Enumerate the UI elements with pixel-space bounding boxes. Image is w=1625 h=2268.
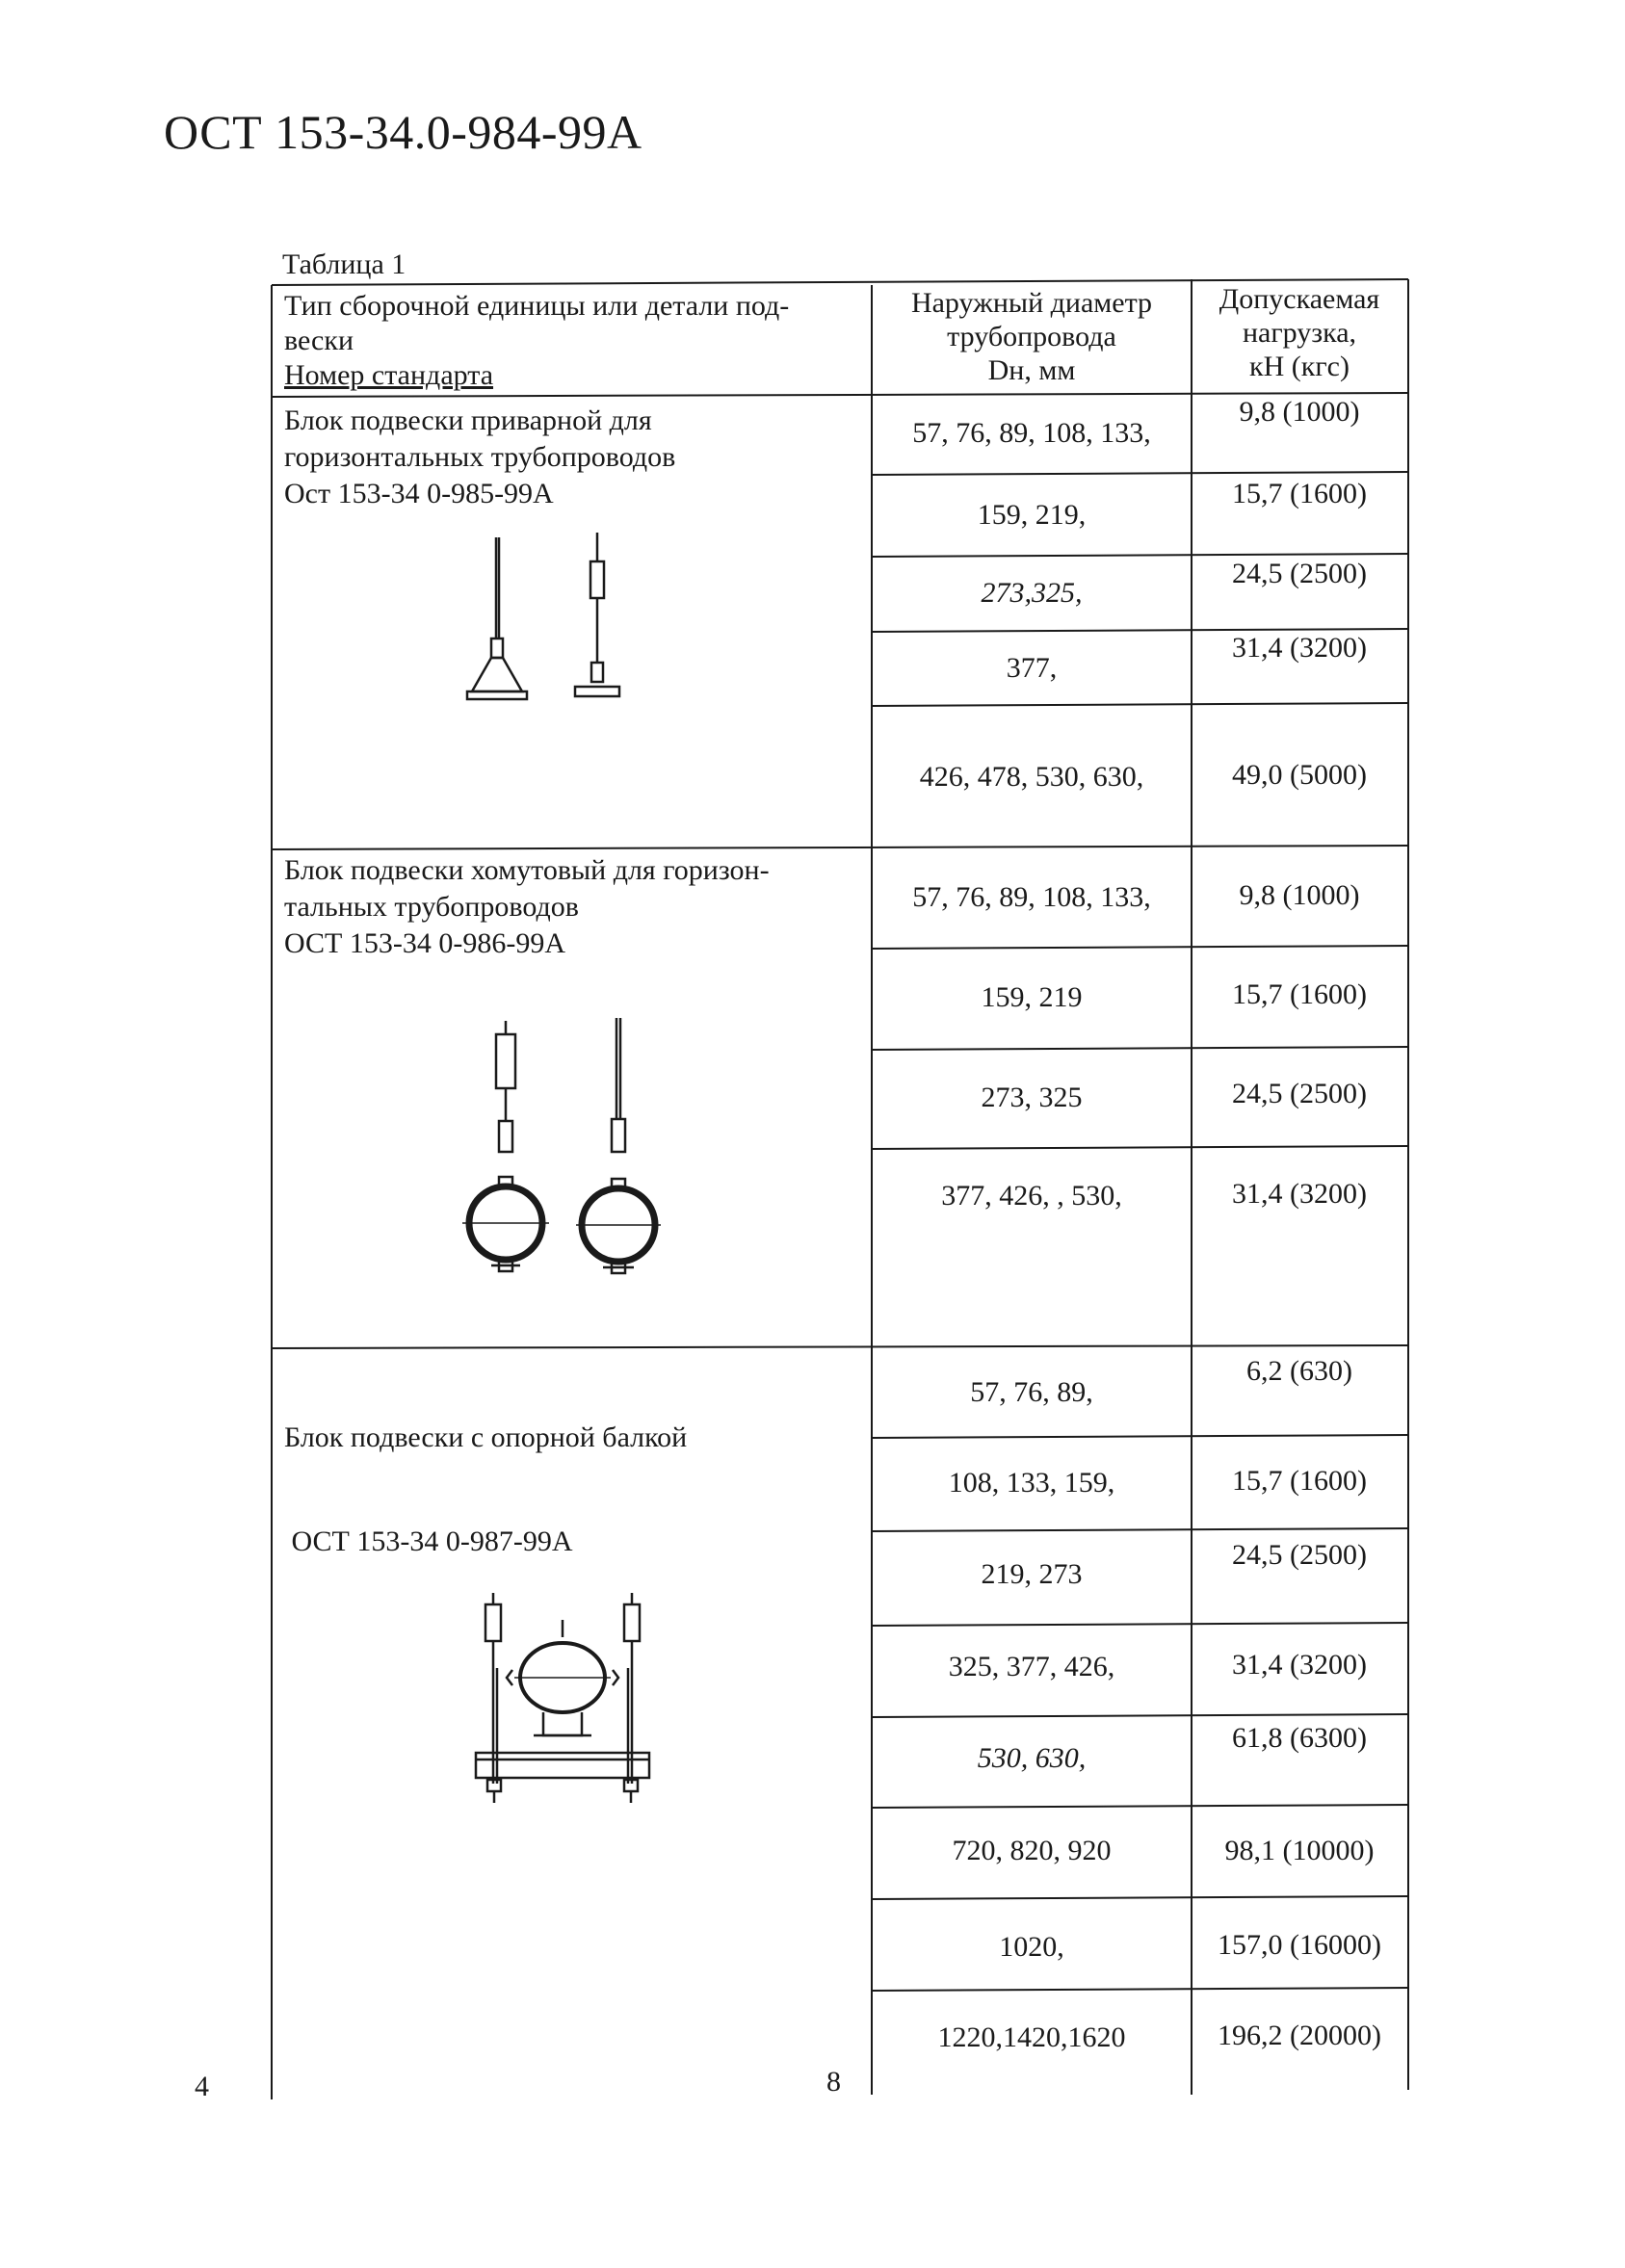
document-code: ОСТ 153-34.0-984-99А [164, 105, 642, 159]
diameter-cell: 377, 426, , 530, [941, 1180, 1122, 1212]
header-col-type-line: Номер стандарта [284, 359, 494, 391]
diameter-cell: 57, 76, 89, 108, 133, [912, 417, 1151, 449]
header-col-diameter-line: Dн, мм [987, 354, 1076, 386]
table-caption: Таблица 1 [282, 248, 406, 280]
header-col-load-line: нагрузка, [1242, 317, 1357, 349]
load-cell: 15,7 (1600) [1232, 978, 1367, 1010]
load-cell: 49,0 (5000) [1232, 759, 1367, 791]
diameter-cell: 377, [1006, 652, 1058, 684]
diameter-cell: 57, 76, 89, 108, 133, [912, 881, 1151, 913]
load-cell: 15,7 (1600) [1232, 1465, 1367, 1497]
diameter-cell: 273,325, [981, 577, 1083, 609]
load-cell: 98,1 (10000) [1224, 1835, 1375, 1866]
header-col-type [284, 289, 862, 393]
diameter-cell: 1220,1420,1620 [937, 2021, 1126, 2053]
load-cell: 31,4 (3200) [1232, 632, 1367, 664]
block-title-line: ОСТ 153-34 0-986-99А [284, 927, 566, 959]
load-cell: 24,5 (2500) [1232, 1539, 1367, 1571]
load-cell: 24,5 (2500) [1232, 1078, 1367, 1109]
diameter-cell: 530, 630, [977, 1742, 1087, 1774]
header-col-load-line: кН (кгс) [1249, 351, 1350, 382]
header-col-diameter [873, 286, 1191, 387]
header-col-load-line: Допускаемая [1219, 283, 1380, 315]
diameter-cell: 426, 478, 530, 630, [919, 761, 1144, 793]
diameter-cell: 273, 325 [981, 1082, 1083, 1113]
block-title [284, 403, 862, 512]
load-cell: 31,4 (3200) [1232, 1178, 1367, 1210]
diameter-cell: 219, 273 [981, 1558, 1083, 1590]
load-cell: 24,5 (2500) [1232, 558, 1367, 589]
block-title [284, 1351, 862, 1594]
load-cell: 6,2 (630) [1246, 1355, 1352, 1387]
beam-hanger-drawing [464, 1591, 662, 1809]
load-cell: 9,8 (1000) [1239, 879, 1360, 911]
header-col-type-line: вески [284, 325, 354, 356]
header-col-type-line: Тип сборочной единицы или детали под- [284, 290, 790, 322]
load-cell: 9,8 (1000) [1239, 396, 1360, 428]
load-cell: 61,8 (6300) [1232, 1722, 1367, 1754]
block-title [284, 852, 862, 962]
header-col-diameter-line: Наружный диаметр [910, 287, 1153, 319]
header-col-load [1193, 282, 1406, 383]
page-number-center: 8 [826, 2066, 841, 2098]
block-title-line: Блок подвески приварной для [284, 404, 652, 436]
load-cell: 157,0 (16000) [1218, 1929, 1381, 1961]
diameter-cell: 159, 219 [981, 981, 1083, 1013]
block-title-line: Блок подвески с опорной балкой [284, 1421, 688, 1453]
load-cell: 15,7 (1600) [1232, 478, 1367, 509]
page-number-left: 4 [195, 2071, 209, 2102]
diameter-cell: 108, 133, 159, [948, 1467, 1115, 1499]
load-cell: 31,4 (3200) [1232, 1649, 1367, 1681]
block-title-line: Ост 153-34 0-985-99А [284, 478, 554, 509]
diameter-cell: 1020, [999, 1931, 1064, 1963]
block-title-line: Блок подвески хомутовый для горизон- [284, 854, 770, 886]
header-col-diameter-line: трубопровода [947, 321, 1116, 352]
block-title-line: ОСТ 153-34 0-987-99А [284, 1525, 573, 1557]
diameter-cell: 720, 820, 920 [952, 1835, 1112, 1866]
block-title-line: тальных трубопроводов [284, 891, 579, 923]
diameter-cell: 159, 219, [977, 499, 1087, 531]
block-title-line: горизонтальных трубопроводов [284, 441, 676, 473]
welded-hanger-drawing [462, 528, 626, 711]
load-cell: 196,2 (20000) [1218, 2020, 1381, 2051]
diameter-cell: 325, 377, 426, [948, 1651, 1115, 1682]
clamp-hanger-drawing [462, 1013, 694, 1292]
diameter-cell: 57, 76, 89, [970, 1376, 1093, 1408]
